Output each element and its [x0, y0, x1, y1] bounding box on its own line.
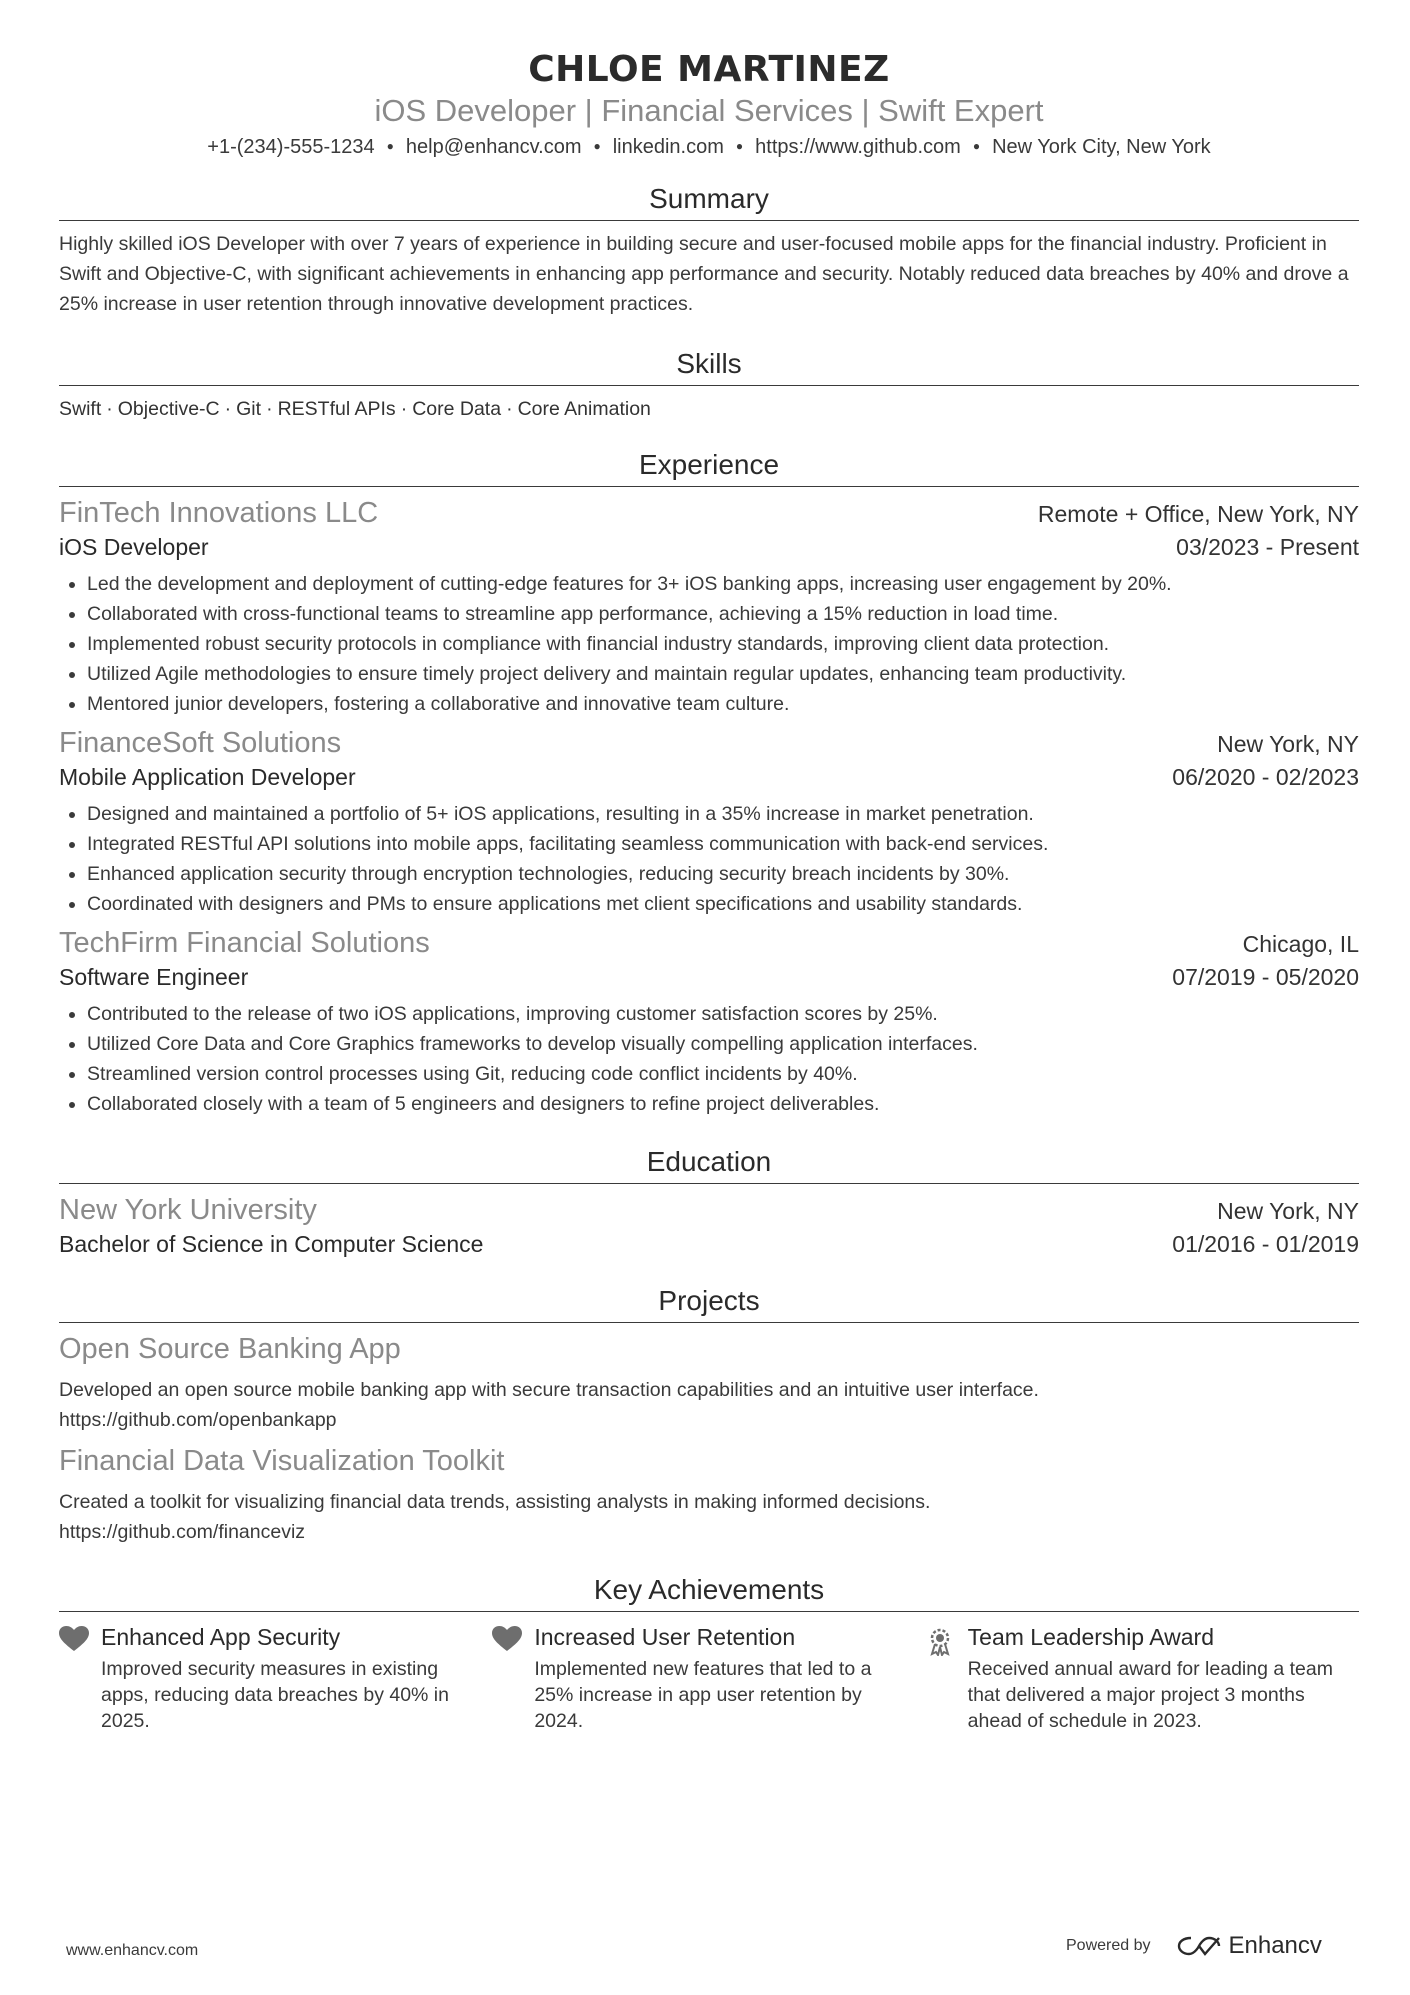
skills-list [59, 396, 1359, 422]
github-link[interactable]: https://www.github.com [755, 136, 961, 158]
bullet-item: • Mentored junior developers, fostering a collaborative and innovative team culture. [87, 689, 1359, 719]
bullet-item: • Utilized Core Data and Core Graphics frameworks to develop visually compelling application interfaces. [87, 1029, 1359, 1059]
achievements-grid [59, 1622, 1359, 1734]
separator-dot: ● [972, 139, 981, 153]
footer-website[interactable]: www.enhancv.com [66, 1942, 199, 1959]
skill-separator: · [400, 398, 408, 420]
contact-line [59, 133, 1359, 160]
separator-dot: ● [386, 139, 394, 153]
school-name: New York University [59, 1194, 317, 1226]
job-location: Chicago, IL [1242, 931, 1359, 957]
heart-icon [492, 1622, 534, 1734]
award-icon [926, 1622, 968, 1734]
skill-separator: · [506, 398, 513, 420]
job-bullets [59, 799, 1359, 919]
footer-branding [1066, 1932, 1322, 1960]
bullet-item: • Led the development and deployment of cutting-edge features for 3+ iOS banking apps, increasing user engagement by 20%. [87, 569, 1359, 599]
job-dates: 03/2023 - Present [1176, 534, 1359, 560]
education-entry [59, 1192, 1359, 1260]
location: New York City, New York [992, 136, 1211, 158]
bullet-item: • Streamlined version control processes using Git, reducing code conflict incidents by 40%. [87, 1059, 1359, 1089]
separator-dot: ● [593, 139, 601, 153]
section-title-achievements: Key Achievements [59, 1573, 1359, 1612]
skill-item: Core Animation [517, 398, 651, 420]
bullet-item: • Enhanced application security through encryption technologies, reducing security breach incidents by 30%. [87, 859, 1359, 889]
skill-separator: · [266, 398, 273, 420]
job-title: Software Engineer [59, 964, 249, 990]
degree: Bachelor of Science in Computer Science [59, 1231, 484, 1257]
project-entry [59, 1331, 1359, 1435]
job-bullets [59, 569, 1359, 719]
project-name: Financial Data Visualization Toolkit [59, 1445, 505, 1477]
heart-icon [59, 1622, 101, 1734]
section-title-projects: Projects [59, 1284, 1359, 1323]
achievement-description: Received annual award for leading a team that delivered a major project 3 months ahead of schedule in 2023. [967, 1658, 1333, 1732]
summary-text: Highly skilled iOS Developer with over 7 years of experience in building secure and user-focused mobile apps for the financial industry. Proficient in Swift and Objective-C, with significant achievements in enhancing app performance and security. Notably reduced data breaches by 40% and drove a 25% increase in user retention through innovative development practices. [59, 233, 1349, 315]
skill-item: Git [236, 398, 262, 420]
project-name: Open Source Banking App [59, 1333, 401, 1365]
section-title-summary: Summary [59, 182, 1359, 221]
powered-by-label: Powered by [1066, 1937, 1151, 1954]
skill-item: Swift [59, 398, 102, 420]
job-dates: 07/2019 - 05/2020 [1172, 964, 1359, 990]
project-description: Created a toolkit for visualizing financial data trends, assisting analysts in making informed decisions. [59, 1491, 931, 1513]
email-link[interactable]: help@enhancv.com [405, 136, 582, 158]
skill-item: RESTful APIs [277, 398, 396, 420]
headline: iOS Developer | Financial Services | Swift Expert [374, 93, 1044, 128]
separator-dot: ● [735, 139, 744, 153]
project-entry [59, 1443, 1359, 1547]
section-title-experience: Experience [59, 448, 1359, 487]
skill-separator: · [224, 398, 232, 420]
bullet-item: • Contributed to the release of two iOS applications, improving customer satisfaction scores by 25%. [87, 999, 1359, 1029]
resume-page [59, 0, 1359, 1734]
bullet-item: • Collaborated closely with a team of 5 engineers and designers to refine project deliverables. [87, 1089, 1359, 1119]
linkedin-link[interactable]: linkedin.com [612, 136, 724, 158]
achievement-description: Improved security measures in existing apps, reducing data breaches by 40% in 2025. [101, 1658, 449, 1732]
section-title-education: Education [59, 1145, 1359, 1184]
job-dates: 06/2020 - 02/2023 [1172, 764, 1359, 790]
job-title: Mobile Application Developer [59, 764, 356, 790]
skill-item: Core Data [412, 398, 502, 420]
achievement-item [59, 1622, 492, 1734]
candidate-name: CHLOE MARTINEZ [528, 49, 890, 90]
bullet-item: • Designed and maintained a portfolio of 5+ iOS applications, resulting in a 35% increase in market penetration. [87, 799, 1359, 829]
bullet-item: • Collaborated with cross-functional teams to streamline app performance, achieving a 15% reduction in load time. [87, 599, 1359, 629]
skill-separator: · [106, 398, 113, 420]
experience-entry [59, 925, 1359, 1119]
job-bullets [59, 999, 1359, 1119]
enhancv-logo-icon [1177, 1934, 1221, 1958]
section-title-skills: Skills [59, 347, 1359, 386]
bullet-item: • Implemented robust security protocols in compliance with financial industry standards, improving client data protection. [87, 629, 1359, 659]
school-location: New York, NY [1217, 1198, 1359, 1224]
education-dates: 01/2016 - 01/2019 [1172, 1231, 1359, 1257]
achievement-title: Increased User Retention [534, 1624, 796, 1650]
company-name: FinanceSoft Solutions [59, 727, 342, 759]
job-title: iOS Developer [59, 534, 209, 560]
company-name: FinTech Innovations LLC [59, 497, 379, 529]
bullet-item: • Coordinated with designers and PMs to ensure applications met client specifications and usability standards. [87, 889, 1359, 919]
bullet-item: • Integrated RESTful API solutions into mobile apps, facilitating seamless communication with back-end services. [87, 829, 1359, 859]
phone: +1-(234)-555-1234 [207, 136, 375, 158]
job-location: Remote + Office, New York, NY [1037, 501, 1359, 527]
brand-name[interactable]: Enhancv [1228, 1932, 1322, 1959]
achievement-title: Enhanced App Security [101, 1624, 341, 1650]
skill-item: Objective-C [117, 398, 220, 420]
project-link[interactable]: https://github.com/financeviz [59, 1521, 306, 1543]
project-description: Developed an open source mobile banking app with secure transaction capabilities and an intuitive user interface. [59, 1379, 1039, 1401]
achievement-item [492, 1622, 925, 1734]
bullet-item: • Utilized Agile methodologies to ensure timely project delivery and maintain regular updates, enhancing team productivity. [87, 659, 1359, 689]
job-location: New York, NY [1217, 731, 1359, 757]
experience-entry [59, 725, 1359, 919]
achievement-item [926, 1622, 1359, 1734]
achievement-description: Implemented new features that led to a 25% increase in app user retention by 2024. [534, 1658, 872, 1732]
project-link[interactable]: https://github.com/openbankapp [59, 1409, 337, 1431]
company-name: TechFirm Financial Solutions [59, 927, 430, 959]
achievement-title: Team Leadership Award [967, 1624, 1214, 1650]
experience-entry [59, 495, 1359, 719]
